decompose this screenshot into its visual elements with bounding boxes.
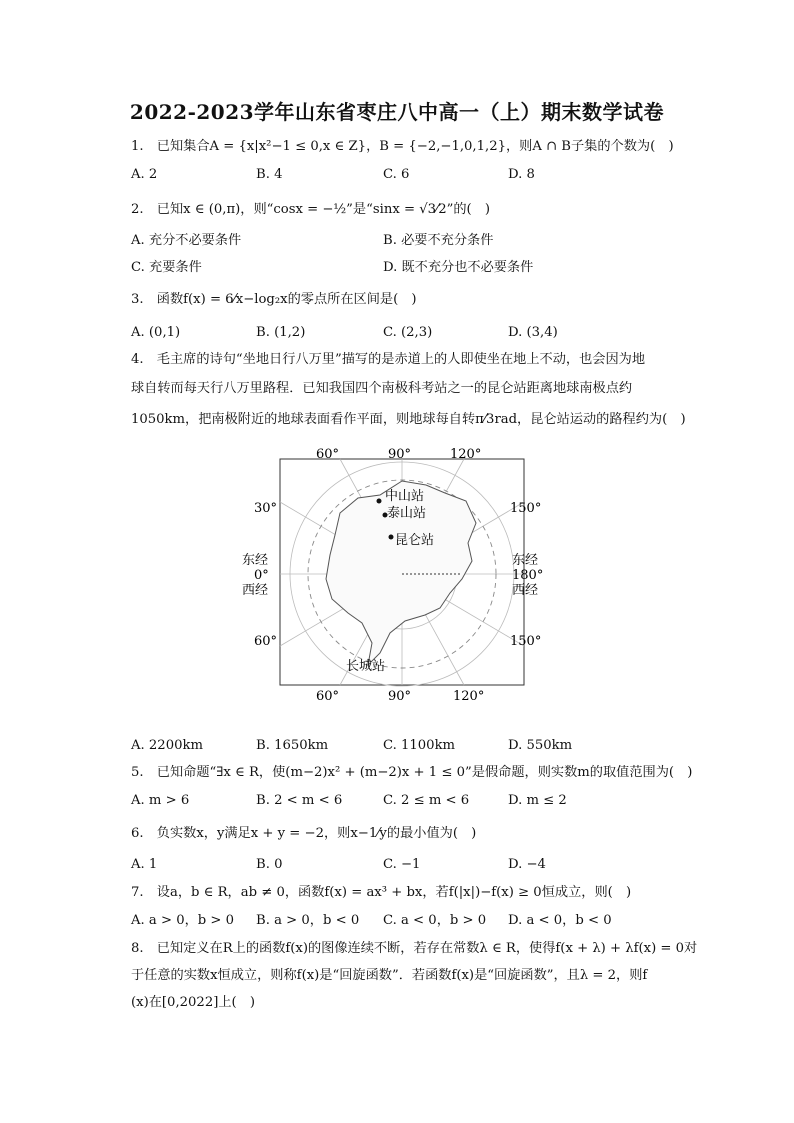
right-degree-150: 150°	[510, 501, 542, 516]
left-degree-30: 30°	[254, 501, 278, 516]
question-4-option-a: A. 2200km	[131, 738, 203, 753]
question-8-stem-line-3: (x)在[0,2022]上( )	[131, 995, 256, 1010]
question-4-stem-line-2: 球自转而每天行八万里路程．已知我国四个南极科考站之一的昆仑站距离地球南极点约	[131, 381, 633, 396]
question-5-option-a: A. m > 6	[131, 793, 190, 808]
question-1-option-d: D. 8	[508, 167, 535, 182]
question-2-option-b: B. 必要不充分条件	[383, 233, 494, 248]
question-6-option-d: D. −4	[508, 857, 546, 872]
question-1-option-b: B. 4	[256, 167, 283, 182]
top-degree-120: 120°	[450, 447, 482, 462]
question-8-stem-line-1: 8. 已知定义在R上的函数f(x)的图像连续不断，若存在常数λ ∈ R，使得f(x + λ) + λf(x) = 0对	[131, 941, 698, 956]
left-degree-60: 60°	[254, 634, 278, 649]
question-7-option-d: D. a < 0，b < 0	[508, 913, 612, 928]
question-4-option-b: B. 1650km	[256, 738, 329, 753]
question-1-option-c: C. 6	[383, 167, 410, 182]
question-7-option-c: C. a < 0，b > 0	[383, 913, 487, 928]
question-2-stem: 2. 已知x ∈ (0,π)，则“cosx = −½”是“sinx = √3⁄2”的( )	[131, 202, 490, 217]
station-zhongshan: 中山站	[385, 489, 425, 504]
left-degree-0: 0°	[254, 568, 269, 583]
question-4-stem-line-3: 1050km，把南极附近的地球表面看作平面，则地球每自转π⁄3rad，昆仑站运动的路程约为( )	[131, 412, 686, 427]
antarctica-map-figure	[240, 443, 560, 703]
question-6-option-c: C. −1	[383, 857, 421, 872]
top-degree-60: 60°	[316, 447, 340, 462]
question-5-option-b: B. 2 < m < 6	[256, 793, 343, 808]
bottom-degree-120: 120°	[453, 689, 485, 703]
right-degree-150-lower: 150°	[510, 634, 542, 649]
question-7-option-a: A. a > 0，b > 0	[131, 913, 235, 928]
bottom-degree-60: 60°	[316, 689, 340, 703]
question-1-stem: 1. 已知集合A = {x|x²−1 ≤ 0,x ∈ Z}，B = {−2,−1,0,1,2}，则A ∩ B子集的个数为( )	[131, 139, 674, 154]
page-title: 2022-2023学年山东省枣庄八中高一（上）期末数学试卷	[129, 100, 665, 124]
question-2-option-a: A. 充分不必要条件	[131, 233, 242, 248]
bottom-degree-90: 90°	[388, 689, 412, 703]
question-1-option-a: A. 2	[131, 167, 158, 182]
kunlun-station-dot	[389, 535, 394, 540]
question-5-option-d: D. m ≤ 2	[508, 793, 567, 808]
question-6-option-b: B. 0	[256, 857, 283, 872]
question-2-option-c: C. 充要条件	[131, 260, 202, 275]
top-degree-90: 90°	[388, 447, 412, 462]
question-8-stem-line-2: 于任意的实数x恒成立，则称f(x)是“回旋函数”．若函数f(x)是“回旋函数”，且λ = 2，则f	[131, 968, 648, 983]
station-taishan: 泰山站	[387, 506, 427, 521]
station-changcheng: 长城站	[346, 659, 386, 674]
question-3-option-a: A. (0,1)	[131, 325, 181, 340]
question-5-option-c: C. 2 ≤ m < 6	[383, 793, 470, 808]
zhongshan-station-dot	[377, 499, 382, 504]
question-2-option-d: D. 既不充分也不必要条件	[383, 260, 534, 275]
question-4-option-c: C. 1100km	[383, 738, 456, 753]
question-6-option-a: A. 1	[131, 857, 158, 872]
left-west-longitude: 西经	[242, 583, 269, 598]
question-3-option-c: C. (2,3)	[383, 325, 433, 340]
right-west-longitude: 西经	[512, 583, 539, 598]
station-kunlun: 昆仑站	[395, 533, 435, 548]
right-east-longitude: 东经	[512, 553, 539, 568]
question-7-option-b: B. a > 0，b < 0	[256, 913, 360, 928]
right-degree-180: 180°	[512, 568, 544, 583]
question-7-stem: 7. 设a，b ∈ R，ab ≠ 0，函数f(x) = ax³ + bx，若f(|x|)−f(x) ≥ 0恒成立，则( )	[131, 885, 632, 900]
question-3-stem: 3. 函数f(x) = 6⁄x−log₂x的零点所在区间是( )	[131, 292, 417, 307]
question-6-stem: 6. 负实数x，y满足x + y = −2，则x−1⁄y的最小值为( )	[131, 826, 477, 841]
left-east-longitude: 东经	[242, 553, 269, 568]
question-3-option-b: B. (1,2)	[256, 325, 306, 340]
question-4-option-d: D. 550km	[508, 738, 573, 753]
question-4-stem-line-1: 4. 毛主席的诗句“坐地日行八万里”描写的是赤道上的人即使坐在地上不动，也会因为地	[131, 352, 645, 367]
question-3-option-d: D. (3,4)	[508, 325, 558, 340]
question-5-stem: 5. 已知命题“∃x ∈ R，使(m−2)x² + (m−2)x + 1 ≤ 0”是假命题，则实数m的取值范围为( )	[131, 765, 693, 780]
